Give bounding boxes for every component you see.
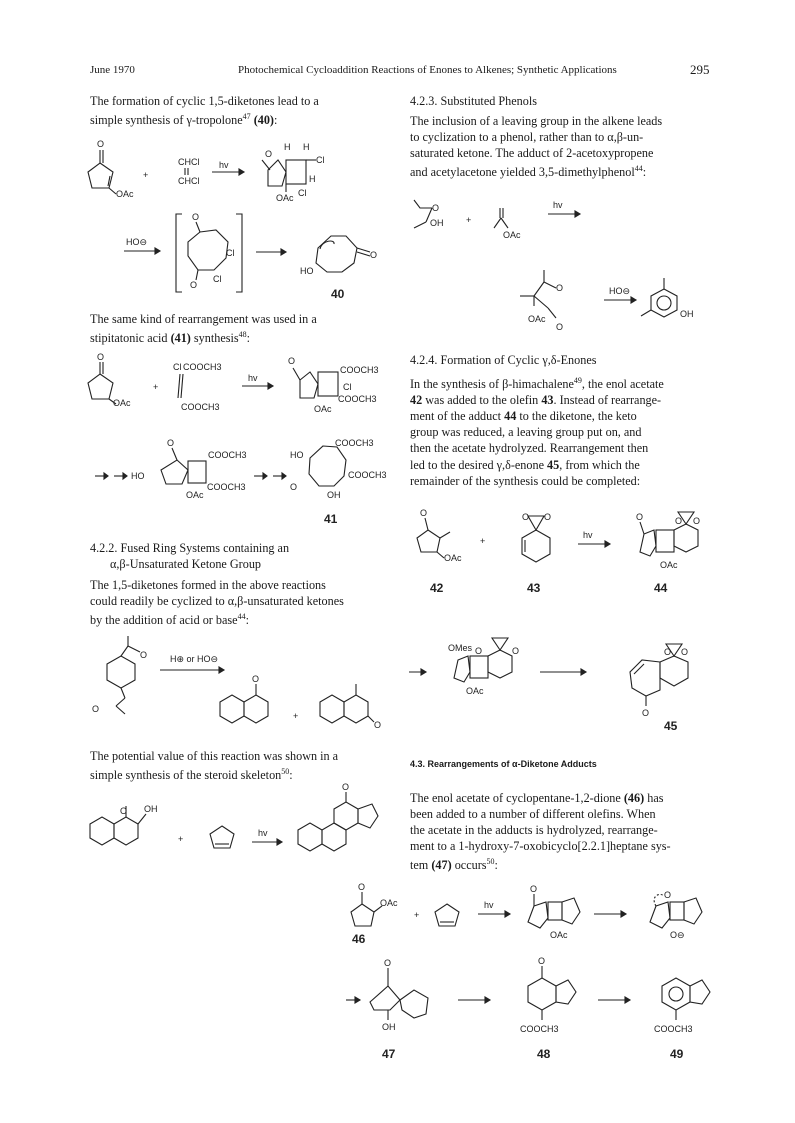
svg-text:O⊖: O⊖ (670, 930, 685, 940)
keto-ester-48 (520, 956, 576, 1061)
svg-text:O: O (544, 512, 552, 522)
svg-text:COOCH3: COOCH3 (338, 394, 377, 404)
page-number: 295 (690, 62, 710, 77)
paragraph-cyclization: The 1,5-diketones formed in the above reactions could readily be cyclized to α,β-unsaturated ketones by the addition of acid or base$^{44}$: (90, 578, 344, 628)
svg-text:OH: OH (382, 1022, 396, 1032)
svg-text:OH: OH (327, 490, 341, 500)
svg-text:hv: hv (258, 828, 268, 838)
svg-text:COOCH3: COOCH3 (520, 1024, 559, 1034)
svg-text:O: O (664, 890, 672, 900)
svg-text:O: O (374, 720, 382, 730)
svg-text:+: + (293, 711, 299, 721)
svg-text:O: O (530, 884, 538, 894)
svg-text:O: O (556, 322, 564, 332)
svg-text:O: O (265, 149, 273, 159)
svg-text:46: 46 (352, 932, 366, 946)
svg-text:O: O (190, 280, 198, 290)
svg-text:CHCl: CHCl (178, 176, 200, 186)
paragraph-stipitatonic: The same kind of rearrangement was used in a stipitatonic acid (41) synthesis$^{48}$: (90, 312, 317, 346)
svg-text:O: O (192, 212, 200, 222)
svg-text:OAc: OAc (550, 930, 568, 940)
svg-text:O: O (675, 516, 683, 526)
svg-text:OAc: OAc (503, 230, 521, 240)
svg-text:+: + (153, 382, 159, 392)
svg-text:hv: hv (583, 530, 593, 540)
svg-text:hv: hv (553, 200, 563, 210)
svg-text:O: O (681, 647, 689, 657)
svg-text:Cl: Cl (226, 248, 235, 258)
svg-text:40: 40 (331, 287, 345, 301)
svg-text:O: O (120, 806, 128, 816)
svg-text:O: O (252, 674, 260, 684)
running-header-date: June 1970 (90, 64, 135, 76)
paragraph-phenols: The inclusion of a leaving group in the alkene leads to cyclization to a phenol, rather than to α,β-un- saturated ketone. The adduct of 2-acetoxypropene and acetylacetone yielded 3,5-dimethylphenol$^{44}$: (410, 114, 663, 180)
svg-text:H⊕ or HO⊖: H⊕ or HO⊖ (170, 654, 219, 664)
svg-text:HO: HO (131, 471, 145, 481)
svg-text:COOCH3: COOCH3 (654, 1024, 693, 1034)
svg-text:O: O (97, 139, 105, 149)
svg-text:O: O (167, 438, 175, 448)
svg-text:+: + (480, 536, 486, 546)
svg-text:Cl: Cl (213, 274, 222, 284)
svg-text:O: O (97, 352, 105, 362)
svg-text:HO: HO (300, 266, 314, 276)
svg-text:O: O (538, 956, 546, 966)
svg-text:OAc: OAc (314, 404, 332, 414)
svg-text:49: 49 (670, 1047, 684, 1061)
svg-text:H: H (303, 142, 310, 152)
svg-text:O: O (642, 708, 650, 718)
svg-text:COOCH3: COOCH3 (207, 482, 246, 492)
svg-text:OH: OH (144, 804, 158, 814)
svg-text:Cl: Cl (343, 382, 352, 392)
svg-text:O: O (384, 958, 392, 968)
svg-text:OAc: OAc (113, 398, 131, 408)
svg-text:OAc: OAc (444, 553, 462, 563)
running-header-title: Photochemical Cycloaddition Reactions of Enones to Alkenes; Synthetic Applications (238, 64, 617, 76)
svg-text:O: O (342, 782, 350, 792)
svg-text:OAc: OAc (276, 193, 294, 203)
paragraph-himachalene: In the synthesis of β-himachalene$^{49}$, the enol acetate 42 was added to the olefin 43. Instead of rearrange- ment of the adduct 44 to the diketone, the keto group was reduced, a leaving group put on, and then the acetate hydrolyzed. Rearrangement then led to the desired γ,δ-enone 45, from which the remainder of the synthesis could be completed: (410, 376, 664, 488)
svg-text:CHCl: CHCl (178, 157, 200, 167)
svg-text:OAc: OAc (116, 189, 134, 199)
svg-text:OAc: OAc (380, 898, 398, 908)
svg-text:OAc: OAc (186, 490, 204, 500)
svg-text:O: O (556, 283, 564, 293)
svg-text:hv: hv (484, 900, 494, 910)
svg-text:O: O (693, 516, 701, 526)
svg-text:H: H (309, 174, 316, 184)
svg-text:O: O (358, 882, 366, 892)
svg-text:48: 48 (537, 1047, 551, 1061)
svg-text:O: O (290, 482, 298, 492)
svg-text:OH: OH (430, 218, 444, 228)
svg-text:OAc: OAc (528, 314, 546, 324)
svg-text:O: O (664, 647, 672, 657)
svg-text:OMes: OMes (448, 643, 473, 653)
svg-text:OAc: OAc (660, 560, 678, 570)
paragraph-diketone: The enol acetate of cyclopentane-1,2-dione (46) has been added to a number of different olefins. When the acetate in the adducts is hydrolyzed, rearrange- ment to a 1-hydroxy-7-oxobicyclo[2.2.1]heptane sys- tem (47) occurs$^{50}$: (410, 791, 671, 873)
section-heading-4-2-2: 4.2.2. Fused Ring Systems containing an α,β-Unsaturated Ketone Group (90, 541, 290, 571)
svg-text:O: O (420, 508, 428, 518)
svg-text:+: + (466, 215, 472, 225)
cyclopentene-molecule-2 (435, 904, 459, 926)
alkoxide-intermediate (650, 890, 702, 940)
svg-text:O: O (370, 250, 378, 260)
svg-text:41: 41 (324, 512, 338, 526)
paragraph-tropolone: The formation of cyclic 1,5-diketones lead to a simple synthesis of γ-tropolone$^{47}$ (40): (90, 94, 319, 128)
svg-text:COOCH3: COOCH3 (340, 365, 379, 375)
svg-text:HO⊖: HO⊖ (126, 237, 148, 247)
enol-acetate-46 (351, 882, 398, 946)
svg-text:+: + (143, 170, 149, 180)
svg-text:O: O (512, 646, 520, 656)
section-heading-4-2-3: 4.2.3. Substituted Phenols (410, 94, 537, 108)
indane-ester-49 (654, 978, 710, 1061)
svg-text:Cl: Cl (298, 188, 307, 198)
section-heading-4-3: 4.3. Rearrangements of α-Diketone Adducts (410, 759, 597, 769)
svg-text:O: O (432, 203, 440, 213)
svg-text:OAc: OAc (466, 686, 484, 696)
svg-text:hv: hv (219, 160, 229, 170)
svg-text:45: 45 (664, 719, 678, 733)
svg-text:43: 43 (527, 581, 541, 595)
svg-text:COOCH3: COOCH3 (335, 438, 374, 448)
svg-text:O: O (140, 650, 148, 660)
section-heading-4-2-4: 4.2.4. Formation of Cyclic γ,δ-Enones (410, 353, 597, 367)
svg-text:47: 47 (382, 1047, 396, 1061)
tricyclic-adduct (528, 884, 580, 940)
svg-text:42: 42 (430, 581, 444, 595)
svg-text:O: O (636, 512, 644, 522)
svg-text:O: O (92, 704, 100, 714)
svg-text:Cl: Cl (316, 155, 325, 165)
svg-text:COOCH3: COOCH3 (183, 362, 222, 372)
svg-text:Cl: Cl (173, 362, 182, 372)
svg-text:COOCH3: COOCH3 (348, 470, 387, 480)
svg-text:+: + (414, 910, 420, 920)
svg-text:HO⊖: HO⊖ (609, 286, 631, 296)
svg-text:HO: HO (290, 450, 304, 460)
svg-text:44: 44 (654, 581, 668, 595)
svg-text:+: + (178, 834, 184, 844)
paragraph-steroid: The potential value of this reaction was shown in a simple synthesis of the steroid skeleton$^{50}$: (90, 749, 339, 783)
svg-text:O: O (522, 512, 530, 522)
svg-text:hv: hv (248, 373, 258, 383)
svg-text:H: H (284, 142, 291, 152)
svg-text:OH: OH (680, 309, 694, 319)
bicycloheptanone-47 (370, 958, 428, 1061)
svg-text:COOCH3: COOCH3 (208, 450, 247, 460)
svg-text:O: O (288, 356, 296, 366)
svg-text:O: O (475, 646, 483, 656)
svg-text:COOCH3: COOCH3 (181, 402, 220, 412)
